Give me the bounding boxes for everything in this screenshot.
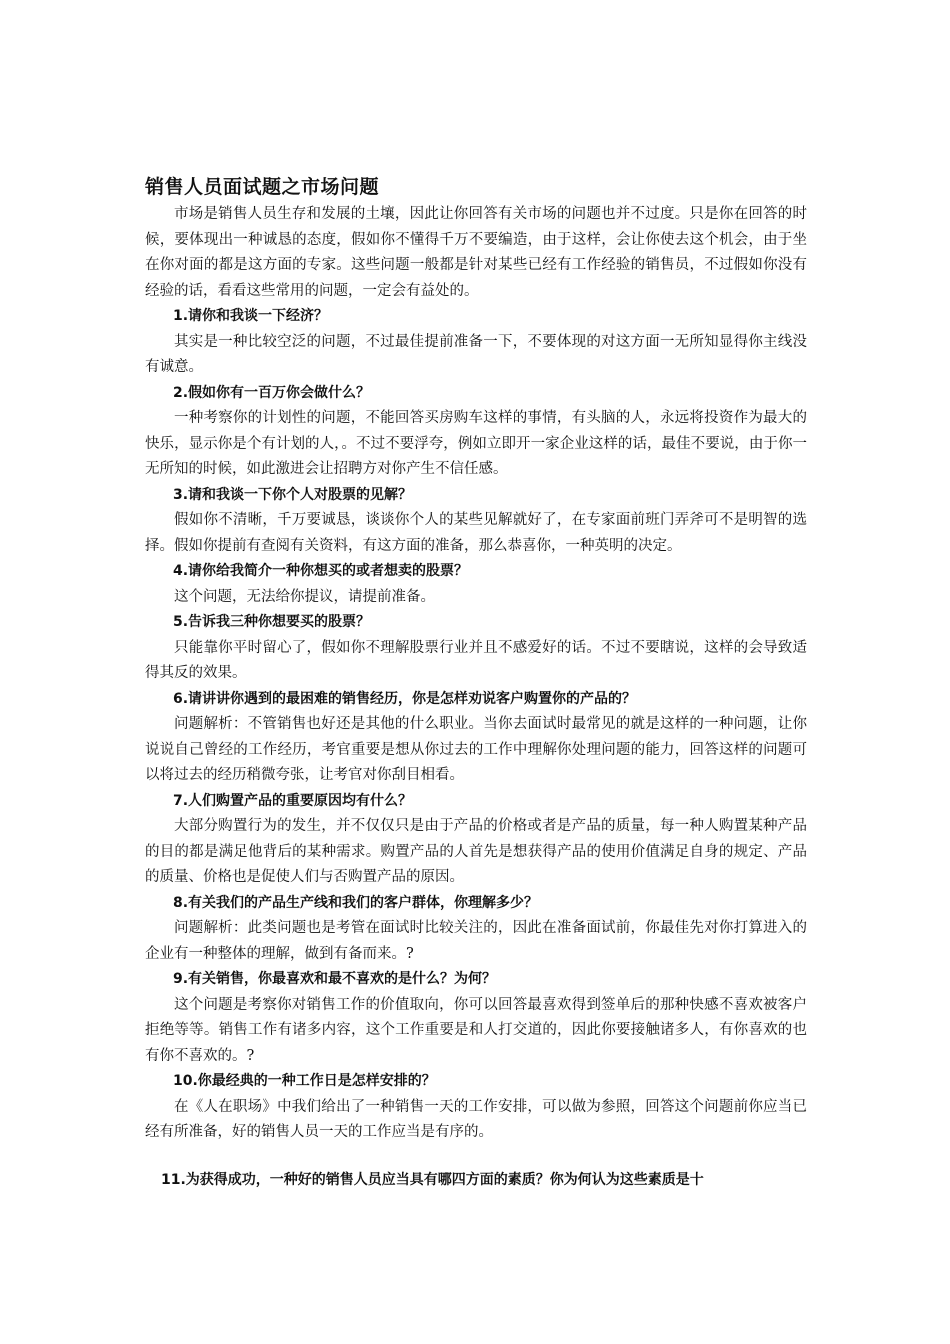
intro-paragraph: 市场是销售人员生存和发展的土壤，因此让你回答有关市场的问题也并不过度。只是你在回答的时候，要体现出一种诚恳的态度，假如你不懂得千万不要编造，由于这样，会让你使去这个机会，由于坐在你对面的都是这方面的专家。这些问题一般都是针对某些已经有工作经验的销售员，不过假如你没有经验的话，看看这些常用的问题，一定会有益处的。 — [145, 206, 807, 299]
document-body — [145, 174, 807, 1193]
question-2: 2.假如你有一百万你会做什么？ — [173, 384, 371, 401]
document-title: 销售人员面试题之市场问题 — [145, 176, 380, 198]
answer-5: 只能靠你平时留心了，假如你不理解股票行业并且不感爱好的话。不过不要瞎说，这样的会导致适得其反的效果。 — [145, 639, 807, 681]
answer-10: 在《人在职场》中我们给出了一种销售一天的工作安排，可以做为参照，回答这个问题前你应当已经有所准备，好的销售人员一天的工作应当是有序的。 — [145, 1098, 807, 1140]
question-7: 7.人们购置产品的重要原因均有什么？ — [173, 792, 413, 809]
answer-3: 假如你不清晰，千万要诚恳，谈谈你个人的某些见解就好了，在专家面前班门弄斧可不是明智的选择。假如你提前有查阅有关资料，有这方面的准备，那么恭喜你，一种英明的决定。 — [145, 512, 807, 554]
question-6: 6.请讲讲你遇到的最困难的销售经历，你是怎样劝说客户购置你的产品的？ — [173, 690, 637, 707]
question-10: 10.你最经典的一种工作日是怎样安排的？ — [173, 1073, 436, 1089]
answer-2: 一种考察你的计划性的问题，不能回答买房购车这样的事情，有头脑的人，永远将投资作为最大的快乐，显示你是个有计划的人，。不过不要浮夸，例如立即开一家企业这样的话，最佳不要说，由于你一无所知的时候，如此激进会让招聘方对你产生不信任感。 — [145, 410, 807, 477]
answer-8: 问题解析：此类问题也是考管在面试时比较关注的，因此在准备面试前，你最佳先对你打算进入的企业有一种整体的理解，做到有备而来。? — [145, 920, 807, 962]
answer-9: 这个问题是考察你对销售工作的价值取向，你可以回答最喜欢得到签单后的那种快感不喜欢被客户拒绝等等。销售工作有诸多内容，这个工作重要是和人打交道的，因此你要接触诸多人，有你喜欢的也有你不喜欢的。? — [145, 996, 807, 1064]
question-5: 5.告诉我三种你想要买的股票？ — [173, 614, 371, 630]
answer-7: 大部分购置行为的发生，并不仅仅只是由于产品的价格或者是产品的质量，每一种人购置某种产品的目的都是满足他背后的某种需求。购置产品的人首先是想获得产品的使用价值满足自身的规定、产品的质量、价格也是促使人们与否购置产品的原因。 — [145, 818, 807, 885]
answer-1: 其实是一种比较空泛的问题，不过最佳提前准备一下，不要体现的对这方面一无所知显得你主线没有诚意。 — [145, 333, 807, 375]
question-11: 11.为获得成功，一种好的销售人员应当具有哪四方面的素质？你为何认为这些素质是十 — [161, 1171, 704, 1188]
answer-6: 问题解析：不管销售也好还是其他的什么职业。当你去面试时最常见的就是这样的一种问题，让你说说自己曾经的工作经历，考官重要是想从你过去的工作中理解你处理问题的能力，回答这样的问题可以将过去的经历稍微夸张，让考官对你刮目相看。 — [145, 716, 807, 783]
question-4: 4.请你给我简介一种你想买的或者想卖的股票？ — [173, 563, 469, 579]
question-9: 9.有关销售，你最喜欢和最不喜欢的是什么？为何？ — [173, 971, 497, 987]
answer-4: 这个问题，无法给你提议，请提前准备。 — [174, 588, 435, 605]
question-3: 3.请和我谈一下你个人对股票的见解？ — [173, 486, 413, 503]
question-1: 1.请你和我谈一下经济？ — [173, 308, 329, 324]
question-8: 8.有关我们的产品生产线和我们的客户群体，你理解多少？ — [173, 894, 539, 911]
